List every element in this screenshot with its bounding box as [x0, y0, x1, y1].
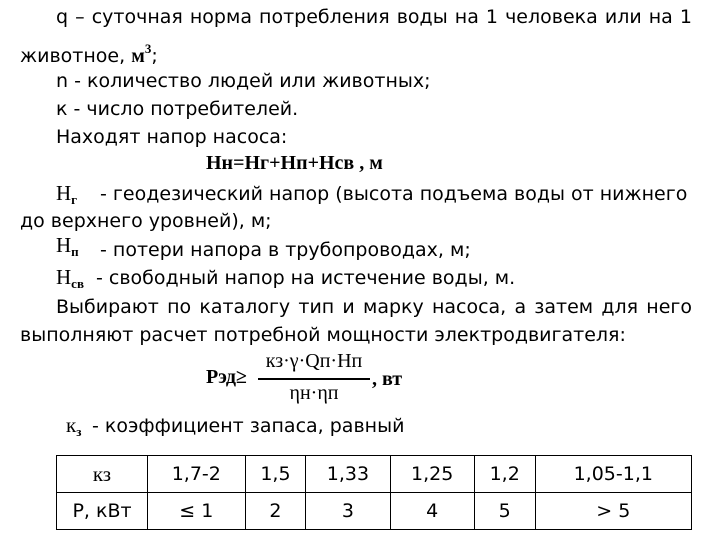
text-line-k: к - число потребителей. — [56, 98, 299, 120]
animal-label: животное, — [20, 45, 126, 67]
table-cell: 1,5 — [245, 456, 306, 493]
text-line-kz: $к_з$ - коэффициент запаса, равный — [66, 414, 404, 443]
table-cell: 1,25 — [390, 456, 474, 493]
text-line-hg-cont: до верхнего уровней), м; — [20, 210, 272, 232]
table-row — [57, 456, 692, 493]
table-cell: кз — [57, 456, 148, 493]
table-cell: 2 — [245, 493, 306, 530]
text-line-hsv: $H_{св}$ - свободный напор на истечение воды, м. — [56, 266, 515, 295]
text-line-head: Находят напор насоса: — [56, 126, 288, 148]
text-line-hp: $H_п$ - потери напора в трубопроводах, м; — [56, 233, 471, 261]
text-line-n: n - количество людей или животных; — [56, 70, 431, 92]
text-line-animal: животное, $м^3$; — [20, 41, 158, 67]
table-cell: Р, кВт — [57, 493, 148, 530]
table-cell: 4 — [390, 493, 474, 530]
formula-power-left: Pэд≥ — [206, 366, 247, 388]
formula-power-fraction-line — [258, 378, 370, 380]
text-line-power: выполняют расчет потребной мощности электродвигателя: — [20, 324, 626, 346]
table-cell: ≤ 1 — [148, 493, 246, 530]
text-line-choose: Выбирают по каталогу тип и марку насоса, а затем для него — [56, 296, 692, 318]
table-cell: 1,2 — [474, 456, 535, 493]
table-cell: 1,7-2 — [148, 456, 246, 493]
formula-power-denominator: ηн·ηп — [289, 382, 339, 404]
symbol-hsv: $H_{св}$ — [56, 265, 84, 291]
table-cell: 5 — [474, 493, 535, 530]
table-cell: 3 — [306, 493, 390, 530]
text-line-q: q – суточная норма потребления воды на 1 человека или на 1 — [56, 6, 692, 28]
table-cell: 1,33 — [306, 456, 390, 493]
symbol-hg: $H_г$ — [56, 181, 78, 207]
symbol-hp: $H_п$ — [56, 233, 79, 259]
formula-power-numerator: кз·γ·Qп·Hп — [265, 350, 363, 372]
reserve-factor-table — [56, 455, 692, 530]
table-row — [57, 493, 692, 530]
table-cell: 1,05-1,1 — [535, 456, 691, 493]
text-line-hg: $H_г$ - геодезический напор (высота подъема воды от нижнего — [56, 182, 687, 211]
formula-power-unit: , вт — [372, 368, 403, 390]
unit-m3: $м^3$ — [131, 41, 152, 67]
formula-head: Hн=Hг+Hп+Hсв , м — [206, 152, 383, 174]
symbol-kz: $к_з$ — [66, 413, 82, 439]
table-cell: > 5 — [535, 493, 691, 530]
